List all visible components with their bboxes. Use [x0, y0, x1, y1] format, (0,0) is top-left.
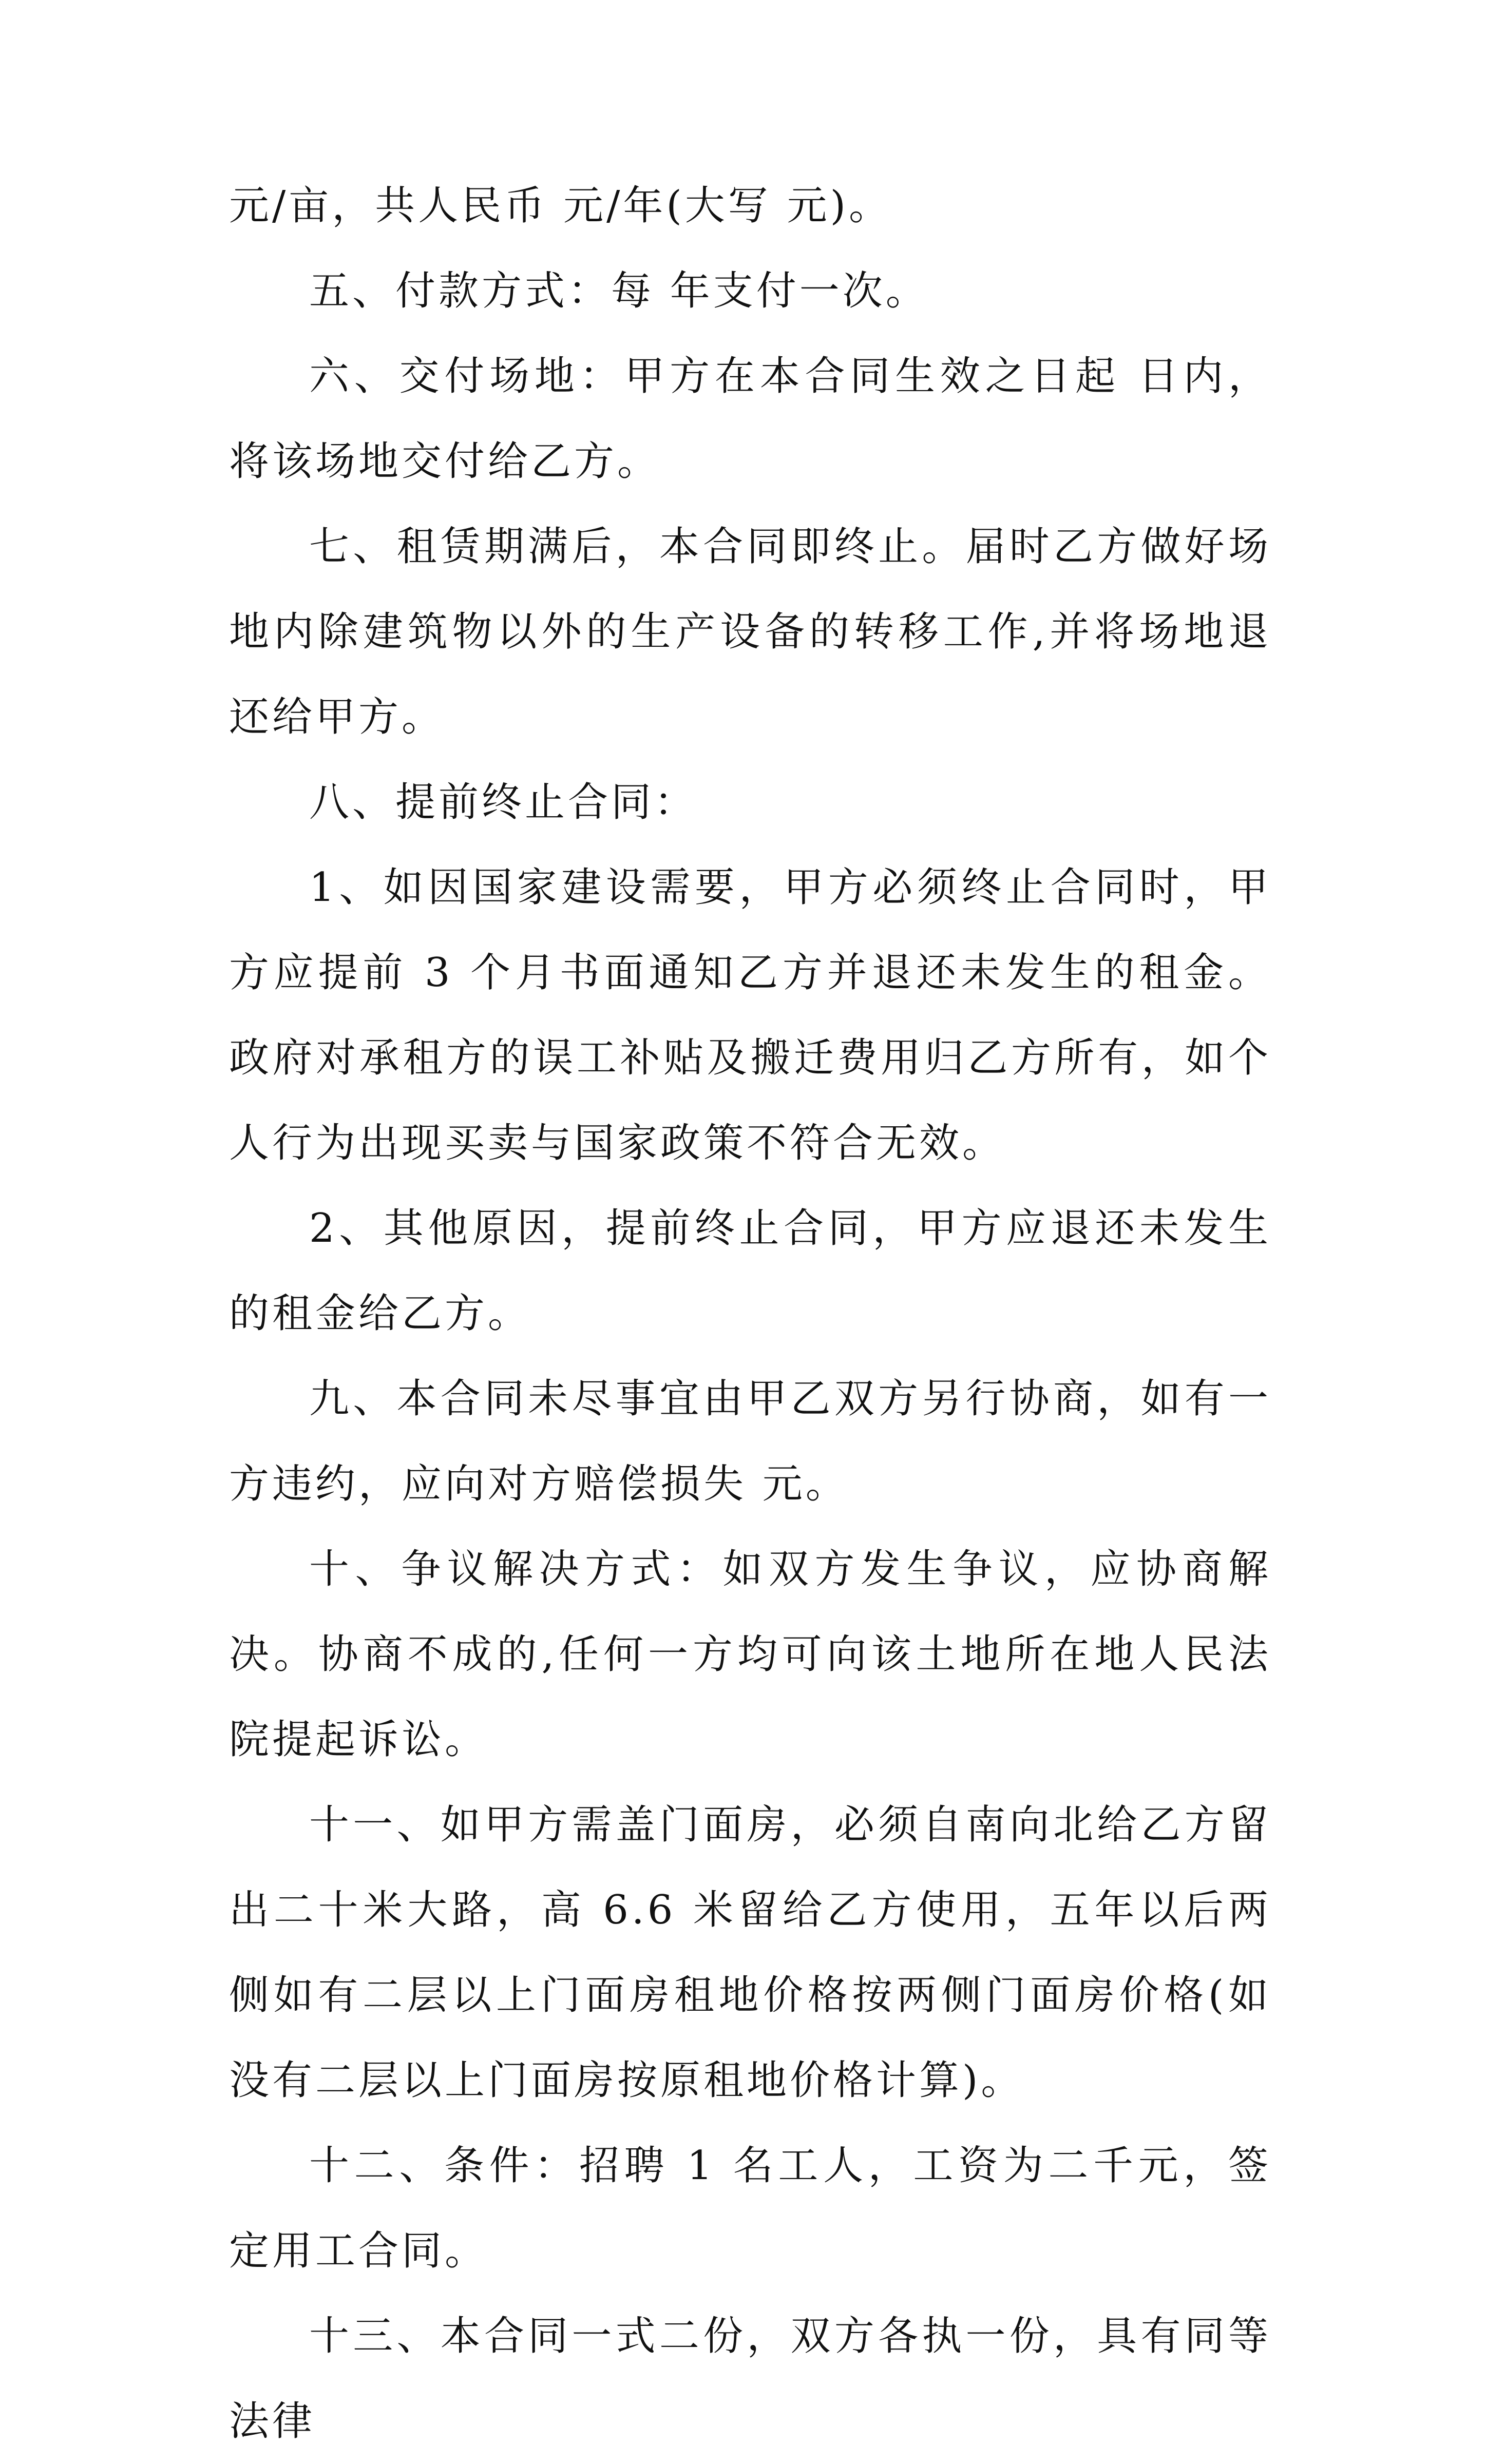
paragraph-clause-12: 十二、条件：招聘 1 名工人，工资为二千元，签定用工合同。	[229, 2143, 1271, 2274]
paragraph-clause-6: 六、交付场地：甲方在本合同生效之日起 日内，将该场地交付给乙方。	[229, 353, 1271, 485]
paragraph-clause-7: 七、租赁期满后，本合同即终止。届时乙方做好场地内除建筑物以外的生产设备的转移工作,并将场地退还给甲方。	[229, 524, 1271, 740]
paragraph-clause-8-item-1: 1、如因国家建设需要，甲方必须终止合同时，甲方应提前 3 个月书面通知乙方并退还未发生的租金。政府对承租方的误工补贴及搬迁费用归乙方所有，如个人行为出现买卖与国家政策不符合无效。	[229, 864, 1271, 1166]
contract-body	[229, 163, 1271, 2464]
paragraph-clause-11: 十一、如甲方需盖门面房，必须自南向北给乙方留出二十米大路，高 6.6 米留给乙方使用，五年以后两侧如有二层以上门面房租地价格按两侧门面房价格(如没有二层以上门面房按原租地价格计算)。	[229, 1802, 1271, 2104]
paragraph-clause-10: 十、争议解决方式：如双方发生争议，应协商解决。协商不成的,任何一方均可向该土地所在地人民法院提起诉讼。	[229, 1546, 1271, 1763]
paragraph-clause-9: 九、本合同未尽事宜由甲乙双方另行协商，如有一方违约，应向对方赔偿损失 元。	[229, 1376, 1271, 1507]
paragraph-continuation: 元/亩，共人民币 元/年(大写 元)。	[229, 183, 892, 229]
paragraph-clause-5: 五、付款方式：每 年支付一次。	[309, 268, 929, 314]
paragraph-clause-8: 八、提前终止合同：	[309, 779, 698, 825]
paragraph-clause-13: 十三、本合同一式二份，双方各执一份，具有同等法律	[229, 2313, 1271, 2444]
paragraph-clause-8-item-2: 2、其他原因，提前终止合同，甲方应退还未发生的租金给乙方。	[229, 1205, 1271, 1337]
